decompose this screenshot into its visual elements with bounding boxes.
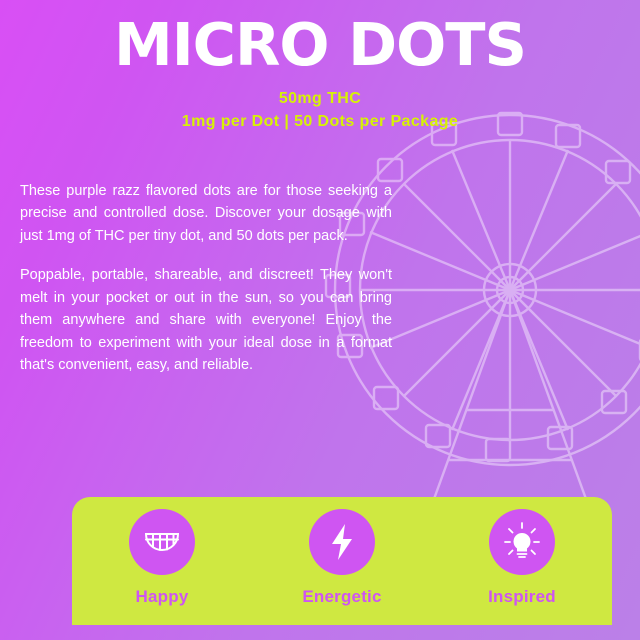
lightning-bolt-icon [309, 509, 375, 575]
effect-happy [87, 509, 237, 607]
effect-energetic [267, 509, 417, 607]
page-title: MICRO DOTS [114, 10, 526, 79]
description-paragraph-1: These purple razz flavored dots are for those seeking a precise and controlled dose. Discover your dosage with just 1mg of THC per tiny dot, and 50 dots per pack. [20, 183, 392, 244]
potency-subtitle: 50mg THC [278, 90, 362, 107]
description-paragraph-2: Poppable, portable, shareable, and discreet! They won't melt in your pocket or out in the sun, so you can bring them anywhere and share with everyone! Enjoy the freedom to experiment with your ideal dose in a format that's convenient, easy, and reliable. [20, 267, 392, 374]
effects-bar [72, 497, 612, 625]
effect-inspired [447, 509, 597, 607]
effect-label-happy: Happy [135, 587, 189, 606]
dosage-subtitle: 1mg per Dot | 50 Dots per Package [181, 113, 459, 130]
description-block [20, 180, 392, 377]
effect-label-energetic: Energetic [302, 587, 382, 606]
smile-icon [129, 509, 195, 575]
lightbulb-icon [489, 509, 555, 575]
effect-label-inspired: Inspired [488, 587, 556, 606]
